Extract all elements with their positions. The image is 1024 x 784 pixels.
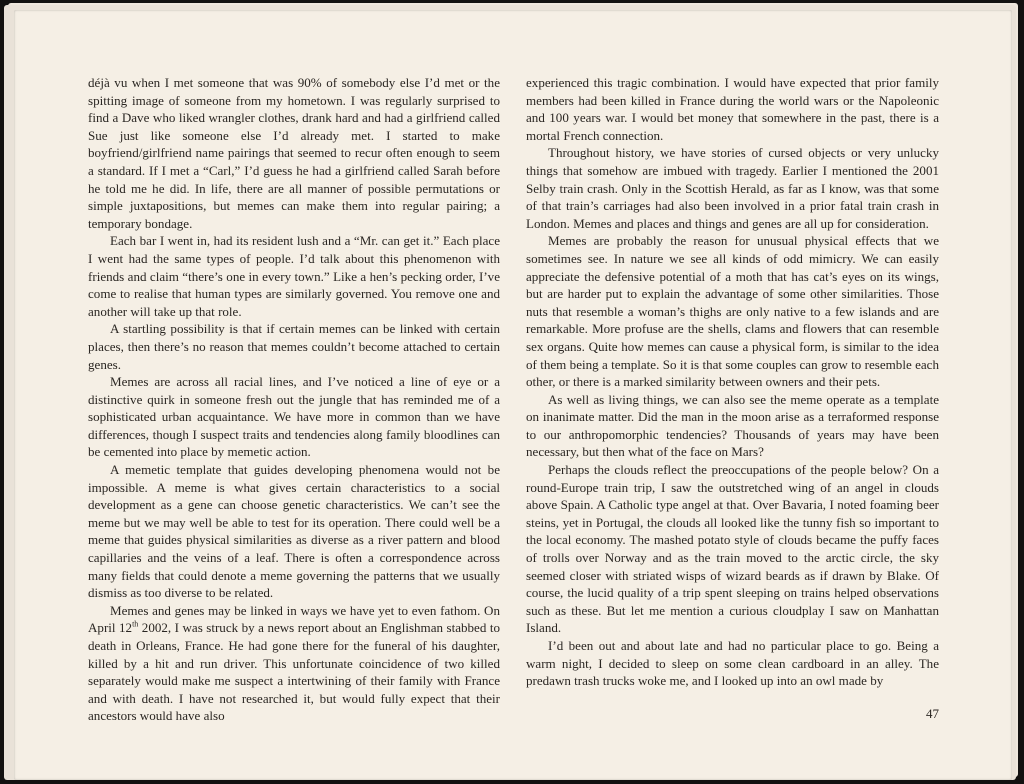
- left-column: [88, 74, 500, 725]
- paragraph: Throughout history, we have stories of cursed objects or very unlucky things that somehow are imbued with tragedy. Earlier I mentioned the 2001 Selby train crash. Only in the Scottish Herald, as far as I know, was that some of that train’s carriages had also been involved in a prior fatal train crash in London. Memes and places and things and genes are all up for consideration.: [526, 145, 939, 231]
- paragraph: Perhaps the clouds reflect the preoccupations of the people below? On a round-Europe train trip, I saw the outstretched wing of an angel in clouds above Spain. A Catholic type angel at that. Over Bavaria, I noted foaming beer steins, yet in Portugal, the clouds all looked like the tunny fish so important to the local economy. The mashed potato style of clouds became the puffy faces of trolls over Norway and as the train moved to the arctic circle, the sky seemed closer with striated wisps of wizard beards as if drawn by Blake. Of course, the lucid quality of a trip spent sleeping on trains helped observations such as these. But let me mention a curious cloudplay I saw on Manhattan Island.: [526, 462, 939, 636]
- paragraph: A startling possibility is that if certain memes can be linked with certain places, then there’s no reason that memes couldn’t become attached to certain genes.: [88, 321, 500, 372]
- paragraph: Each bar I went in, had its resident lush and a “Mr. can get it.” Each place I went had the same types of people. I’d talk about this phenomenon with friends and claim “there’s one in every town.” Like a hen’s pecking order, I’ve come to realise that human types are similarly governed. You remove one and another will take up that role.: [88, 233, 500, 319]
- page-number: 47: [926, 706, 939, 721]
- paragraph: A memetic template that guides developing phenomena would not be impossible. A meme is what gives certain characteristics to a social development as a gene can choose genetic characteristics. We can’t see the meme but we may well be able to test for its operation. There could well be a meme that guides physical similarities as diverse as a river pattern and blood capillaries and the veins of a leaf. There is often a correspondence across many fields that could denote a meme governing the patterns that we usually dismiss as too diverse to be related.: [88, 462, 500, 601]
- paragraph: I’d been out and about late and had no particular place to go. Being a warm night, I decided to sleep on some clean cardboard in an alley. The predawn trash trucks woke me, and I looked up into an owl made by: [526, 638, 939, 689]
- paragraph: Memes are probably the reason for unusual physical effects that we sometimes see. In nature we see all kinds of odd mimicry. We can easily appreciate the defensive potential of a moth that has cat’s eyes on its wings, but are harder put to explain the advantage of some other similarities. Those nuts that resemble a woman’s thighs are only native to a few islands and are remarkable. More profuse are the shells, clams and flowers that can resemble sex organs. Quite how memes can cause a physical form, is similar to the idea of them being a template. So it is that some couples can grow to resemble each other, or there is a marked similarity between owners and their pets.: [526, 233, 939, 390]
- paragraph: As well as living things, we can also see the meme operate as a template on inanimate matter. Did the man in the moon arise as a terraformed response to our anthropomorphic tendencies? Thousands of years may have been necessary, but then what of the face on Mars?: [526, 391, 939, 460]
- book-page: [14, 10, 1012, 780]
- paragraph: experienced this tragic combination. I would have expected that prior family members had been killed in France during the world wars or the Napoleonic and 100 years war. I would bet money that somewhere in the past, there is a mortal French connection.: [526, 75, 939, 143]
- paragraph: déjà vu when I met someone that was 90% of somebody else I’d met or the spitting image of someone from my hometown. I was regularly surprised to find a Dave who liked wrangler clothes, drank hard and had a girlfriend called Sue just like someone else I’d already met. I started to make boyfriend/girlfriend name pairings that seemed to recur often enough to seem a standard. If I met a “Carl,” I’d guess he had a girlfriend called Sarah before he told me he did. In life, there are all manner of possible permutations or simple juxtapositions, but memes can make them into regular pairing; a temporary bondage.: [88, 75, 500, 231]
- right-column: [526, 74, 939, 690]
- paragraph: Memes are across all racial lines, and I’ve noticed a line of eye or a distinctive quirk in someone fresh out the jungle that has reminded me of a sophisticated urban acquaintance. We have more in common than we have differences, though I suspect traits and tendencies along family bloodlines can be cemented into place by memetic action.: [88, 374, 500, 460]
- paragraph: Memes and genes may be linked in ways we have yet to even fathom. On April 12th 2002, I was struck by a news report about an Englishman stabbed to death in Orleans, France. He had gone there for the funeral of his daughter, killed by a hit and run driver. This unfortunate coincidence of two killed separately would make me suspect a intertwining of their family with France and with death. I have not researched it, but would fully expect that their ancestors would have also: [88, 602, 500, 724]
